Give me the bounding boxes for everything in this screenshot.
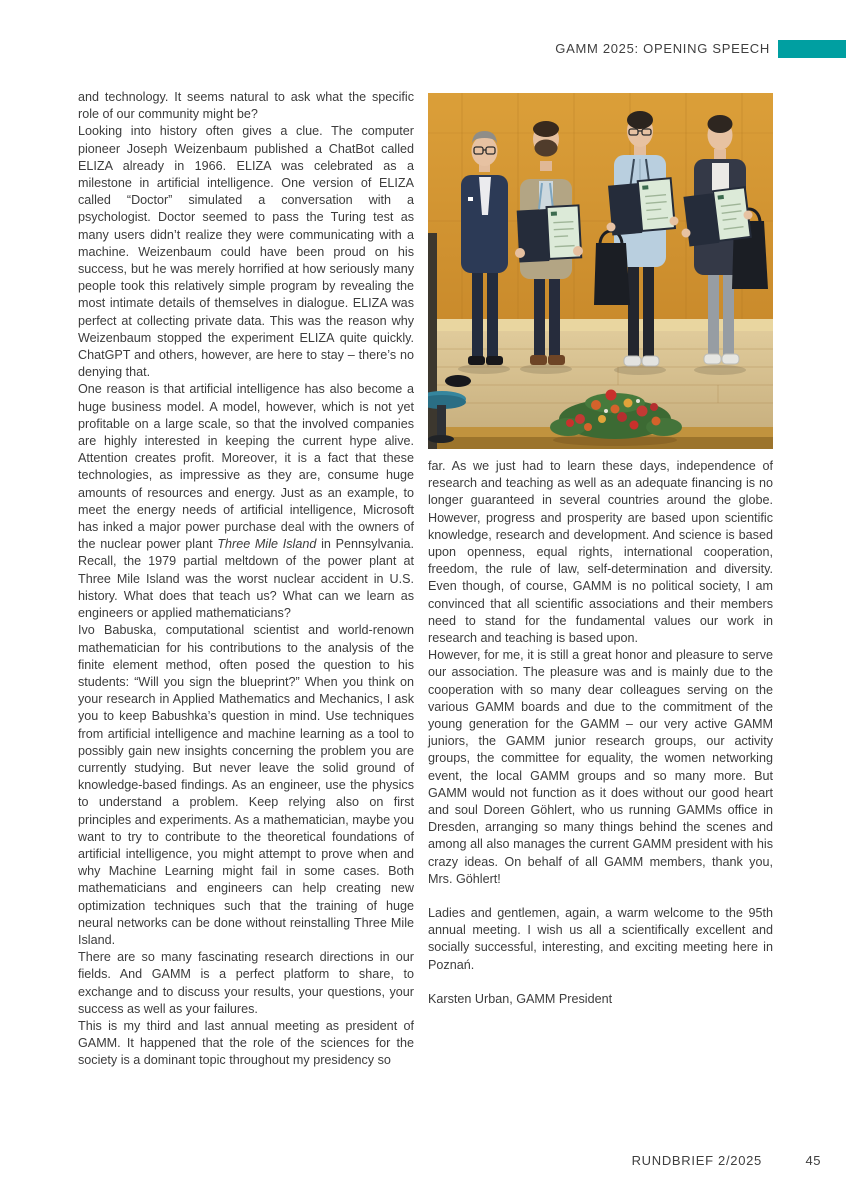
paragraph: However, for me, it is still a great honor and pleasure to serve our association. The pleasure was and is mainly due to the cooperation with so many dear colleagues serving on the various GAMM boards and due to the commitment of the young generation for the GAMM – our very active GAMM juniors, the GAMM junior research groups, our activity groups, the committee for equality, the women networking event, the local GAMM groups and so many more. But GAMM would not function as it does without our good heart and soul Doreen Göhlert, who us running GAMMs office in Dresden, arranging so many things behind the scenes and among all also manages the current GAMM president with his crazy ideas. On behalf of all GAMM members, thank you, Mrs. Göhlert! [428, 648, 773, 886]
footer-page-number: 45 [805, 1153, 821, 1168]
paragraph: There are so many fascinating research directions in our fields. And GAMM is a perfect platform to share, to exchange and to discuss your results, your questions, your success as well as your failures. [78, 950, 414, 1016]
paragraph: Looking into history often gives a clue. The computer pioneer Joseph Weizenbaum published a ChatBot called ELIZA already in 1966. ELIZA was celebrated as a milestone in artificial intelligence. One version of ELIZA called “Doctor” simulated a conversation with a psychologist. Doctor seemed to pass the Turing test as many users didn’t realize they were communicating with a machine. Weizenbaum could have been proud on his success, but he was merely horrified at how seriously many people took this relatively simple program by revealing the most intimate details of themselves in dialogue. ELIZA was perfect at collecting private data. This was the reason why Weizenbaum stopped the experiment ELIZA quite quickly. ChatGPT and others, however, are here to stay – there’s no denying that. [78, 124, 414, 380]
paragraph: Ivo Babuska, computational scientist and world-renown mathematician for his contributions to the analysis of the finite element method, often posed the question to his students: “Will you sign the blueprint?” When you think on your research in Applied Mathematics and Mechanics, I ask you to keep Babushka’s question in mind. Use techniques from artificial intelligence and machine learning as a tool to possibly gain new insights concerning the problem you are currently studying. But never leave the solid ground of knowledge-based findings. As an engineer, use the physics to understand a problem. Keep relying also on first principles and experiments. As a mathematician, maybe you want to try to contribute to the theoretical foundations of artificial intelligence, you might attempt to prove when and why Machine Learning might fail in some cases. Both mathematicians and engineers can help creating new optimization techniques such that the training of huge neural networks can be done without reinstalling Three Mile Island. [78, 623, 414, 947]
header-accent-bar [778, 40, 846, 58]
paragraph: far. As we just had to learn these days, independence of research and teaching as well as an adequate financing is no longer guaranteed in several countries around the globe. However, progress and prosperity are based upon scientific knowledge, research and development. And science is based upon openness, equal rights, international cooperation, freedom, the rule of law, self-determination and diversity. Even though, of course, GAMM is no political society, I am convinced that all scientific associations and their members need to stand for the fundamental values our work in research and teaching is based upon. [428, 459, 773, 646]
paragraph: Ladies and gentlemen, again, a warm welcome to the 95th annual meeting. I wish us all a scientifically excellent and socially successful, interesting, and exciting meeting here in Poznań. [428, 906, 773, 972]
footer-journal: RUNDBRIEF 2/2025 [631, 1153, 762, 1168]
text-column-left [78, 89, 414, 1070]
stage-photo-illustration [428, 93, 773, 449]
paragraph: One reason is that artificial intelligence has also become a huge business model. A model, however, which is not yet profitable on a large scale, so that the involved companies are highly interested in keeping the current hype alive. Attention creates profit. Moreover, it is a fact that these technologies, as impressive as they are, consume huge amounts of resources and energy. Just as an example, to meet the energy needs of artificial intelligence, Microsoft has inked a major power purchase deal with the owners of the nuclear power plant Three Mile Island in Pennsylvania. Recall, the 1979 partial meltdown of the power plant at Three Mile Island was the worst nuclear accident in U.S. history. What does that teach us? What can we learn as engineers or applied mathematicians? [78, 382, 415, 621]
page-header-title: GAMM 2025: OPENING SPEECH [555, 41, 770, 56]
article-photo [428, 93, 773, 449]
paragraph: Karsten Urban, GAMM President [428, 991, 613, 1006]
text-column-right [428, 458, 773, 1008]
paragraph: This is my third and last annual meeting as president of GAMM. It happened that the role of the sciences for the society is a dominant topic throughout my presidency so [78, 1018, 414, 1068]
paragraph: and technology. It seems natural to ask what the specific role of our community might be? [78, 90, 414, 122]
